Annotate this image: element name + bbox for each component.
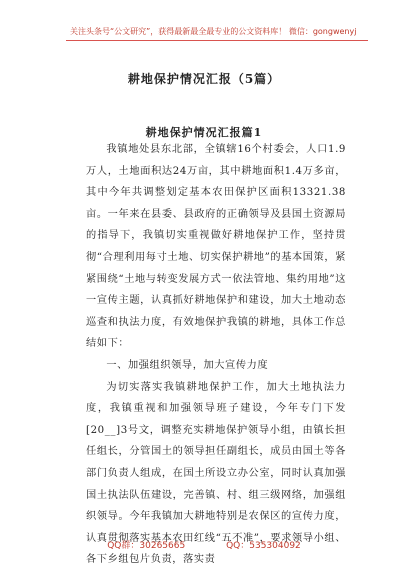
paragraph-organization: 为切实落实我镇耕地保护工作，加大土地执法力度，我镇重视和加强领导班子建设，今年专门下发[20__]3号文，调整充实耕地保护领导小组，由镇长担任组长，分管国土的领导担任副组长，成员由国土等各部门负责人组成，在国土所设立办公室，同时认真加强国土执法队伍建设，完善镇、村、组三级网络，加强组织领导。今年我镇加大耕地特别是农保区的宣传力度，认真贯彻落实基本农田红线“五不准”，要求领导小组、各下乡组包片负责，落实责 [86,381,346,566]
document-title: 耕地保护情况汇报（5篇） [127,72,281,86]
footer-qq-group: QQ群：30265665 [107,541,186,551]
body-text [86,139,346,571]
header-divider [66,40,368,41]
paragraph-intro: 我镇地处县东北部，全镇辖16个村委会，人口1.9万人，土地面积达24万亩，其中耕地面积1.4万多亩，其中今年共调整划定基本农田保护区面积13321.38亩。一年来在县委、县政府的正确领导及县国土资源局的指导下，我镇切实重视做好耕地保护工作，坚持贯彻“合理利用每寸土地、切实保护耕地”的基本国策，紧紧围绕“土地与转变发展方式一依法管地、集约用地”这一宣传主题，认真抓好耕地保护和建设，加大土地动态巡查和执法力度，有效地保护我镇的耕地，具体工作总结如下： [86,144,346,350]
paragraph-heading-1: 一、加强组织领导，加大宣传力度 [106,359,269,371]
section-title: 耕地保护情况汇报篇1 [145,126,263,139]
footer-qq: QQ：535304092 [226,541,301,551]
footer-contact [0,538,408,551]
header-notice: 关注头条号“公文研究”，获得最新最全最专业的公文资料库！ 微信：gongwenyj [70,27,357,36]
